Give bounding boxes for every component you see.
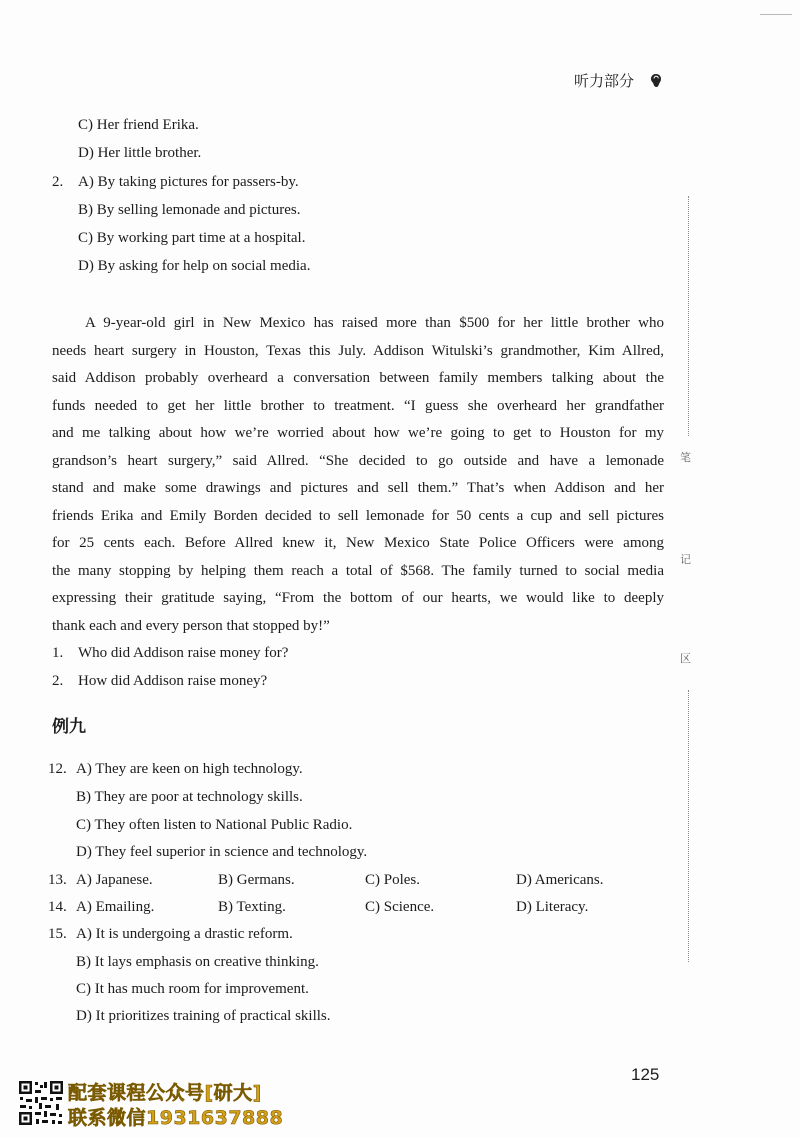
q15-number: 15. xyxy=(48,926,67,942)
question-1-number: 1. xyxy=(52,645,64,661)
notes-label-3: 区 xyxy=(680,652,691,665)
q15-option-c: C) It has much room for improvement. xyxy=(76,981,309,997)
q2-option-d: D) By asking for help on social media. xyxy=(78,258,311,274)
passage-line: funds needed to get her little brother to treatment. “I guess she overheard her grandfather xyxy=(52,397,664,414)
passage-line: grandson’s heart surgery,” said Allred. “She decided to go outside and have a lemonade xyxy=(52,452,664,469)
passage-line: and me talking about how we’re worried about how we’re going to get to Houston for my xyxy=(52,425,664,441)
q13-option-b: B) Germans. xyxy=(218,872,295,888)
passage-line: said Addison probably overheard a conversation between family members talking about the xyxy=(52,370,664,386)
q2-number: 2. xyxy=(52,174,64,190)
notes-dotted-line-bottom xyxy=(688,690,689,962)
q12-option-a: A) They are keen on high technology. xyxy=(76,761,303,777)
passage-line: A 9-year-old girl in New Mexico has raised more than $500 for her little brother who xyxy=(85,315,664,331)
page-number: 125 xyxy=(631,1065,660,1084)
passage-line: expressing their gratitude saying, “From the bottom of our hearts, we would like to deeply xyxy=(52,590,664,606)
option-d-prev: D) Her little brother. xyxy=(78,145,202,161)
q13-option-a: A) Japanese. xyxy=(76,872,153,888)
q14-option-b: B) Texting. xyxy=(218,899,286,915)
q13-option-d: D) Americans. xyxy=(516,872,604,888)
passage xyxy=(52,310,664,640)
q13-number: 13. xyxy=(48,872,67,888)
q12-number: 12. xyxy=(48,761,67,777)
question-1-text: Who did Addison raise money for? xyxy=(78,645,289,661)
q2-option-c: C) By working part time at a hospital. xyxy=(78,230,306,246)
q14-option-a: A) Emailing. xyxy=(76,899,155,915)
passage-line: for 25 cents each. Before Allred knew it, New Mexico State Police Officers were among xyxy=(52,535,664,551)
q14-number: 14. xyxy=(48,899,67,915)
q12-option-b: B) They are poor at technology skills. xyxy=(76,789,303,805)
q12-option-d: D) They feel superior in science and technology. xyxy=(76,844,368,860)
option-c-prev: C) Her friend Erika. xyxy=(78,117,199,133)
q2-option-a: A) By taking pictures for passers-by. xyxy=(78,174,299,190)
passage-line: friends Erika and Emily Borden decided to sell lemonade for 50 cents a cup and sell pictures xyxy=(52,507,664,524)
notes-dotted-line-top xyxy=(688,196,689,436)
q14-option-d: D) Literacy. xyxy=(516,899,589,915)
q13-option-c: C) Poles. xyxy=(365,872,421,888)
question-2-number: 2. xyxy=(52,673,64,689)
q15-option-b: B) It lays emphasis on creative thinking. xyxy=(76,954,319,970)
ear-icon xyxy=(650,73,662,88)
qr-code-icon xyxy=(18,1080,64,1126)
passage-line: stand and make some drawings and pictures and sell them.” That’s when Addison and her xyxy=(52,480,664,496)
q12-option-c: C) They often listen to National Public Radio. xyxy=(76,817,353,833)
top-rule xyxy=(760,14,792,15)
question-2-text: How did Addison raise money? xyxy=(78,673,268,689)
q14-option-c: C) Science. xyxy=(365,899,435,915)
passage-line: the many stopping by helping them reach a total of $568. The family turned to social media xyxy=(52,562,664,579)
notes-label-1: 笔 xyxy=(680,451,691,464)
notes-label-2: 记 xyxy=(680,553,691,566)
promo-banner-line-1: 配套课程公众号[研大] xyxy=(68,1082,262,1104)
q15-option-d: D) It prioritizes training of practical skills. xyxy=(76,1008,331,1024)
passage-line: needs heart surgery in Houston, Texas this July. Addison Witulski’s grandmother, Kim Allred, xyxy=(52,342,664,359)
q2-option-b: B) By selling lemonade and pictures. xyxy=(78,202,301,218)
promo-banner-line-2: 联系微信1931637888 xyxy=(68,1107,284,1129)
section-heading: 例九 xyxy=(52,717,86,737)
q15-option-a: A) It is undergoing a drastic reform. xyxy=(76,926,293,942)
passage-line: thank each and every person that stopped by!” xyxy=(52,617,330,634)
page-header-title: 听力部分 xyxy=(574,72,635,90)
